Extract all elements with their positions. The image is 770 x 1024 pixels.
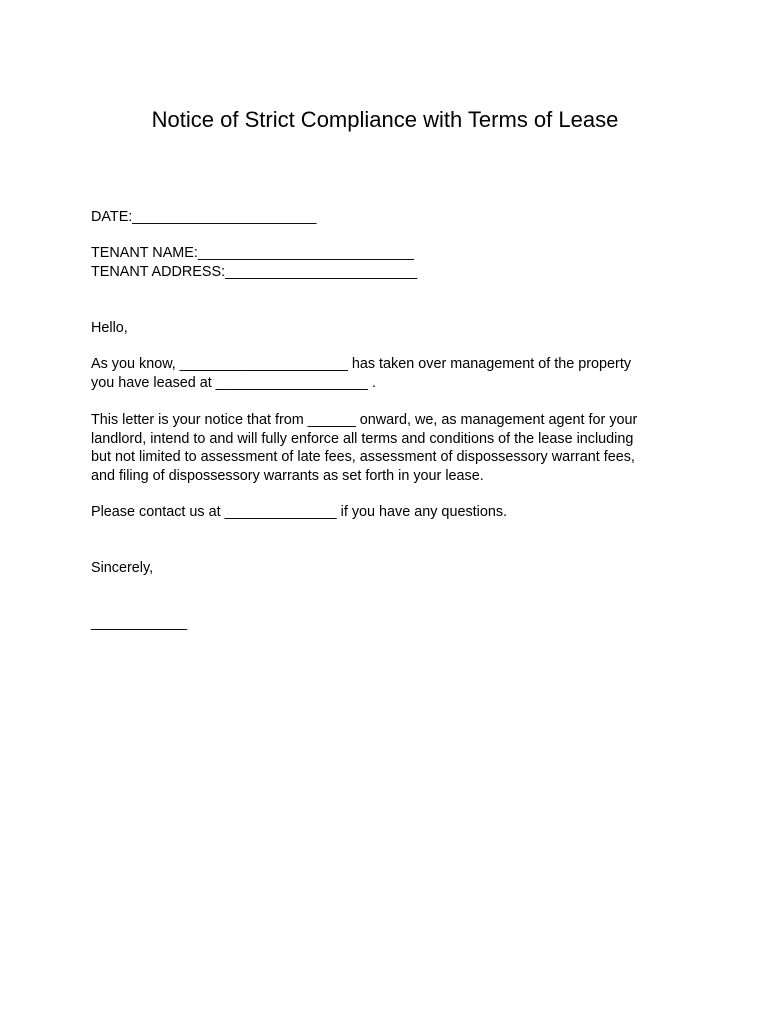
tenant-name-field-line: TENANT NAME:___________________________ [91,245,414,261]
closing: Sincerely, [91,560,154,576]
contact-line: Please contact us at ______________ if you have any questions. [91,504,508,520]
greeting: Hello, [91,320,128,336]
paragraph-2-line-1: This letter is your notice that from ______ onward, we, as management agent for your [91,412,638,428]
paragraph-1-line-1: As you know, _____________________ has taken over management of the property [91,356,632,372]
document-title: Notice of Strict Compliance with Terms of Lease [151,107,619,132]
paragraph-1-line-2: you have leased at ___________________ . [91,375,376,391]
date-field-line: DATE:_______________________ [91,209,317,225]
paragraph-2-line-4: and filing of dispossessory warrants as set forth in your lease. [91,468,484,484]
signature-line: ____________ [91,615,188,631]
paragraph-2-line-3: but not limited to assessment of late fees, assessment of dispossessory warrant fees, [91,449,635,465]
paragraph-2-line-2: landlord, intend to and will fully enforce all terms and conditions of the lease including [91,431,634,447]
tenant-address-field-line: TENANT ADDRESS:________________________ [91,264,418,280]
